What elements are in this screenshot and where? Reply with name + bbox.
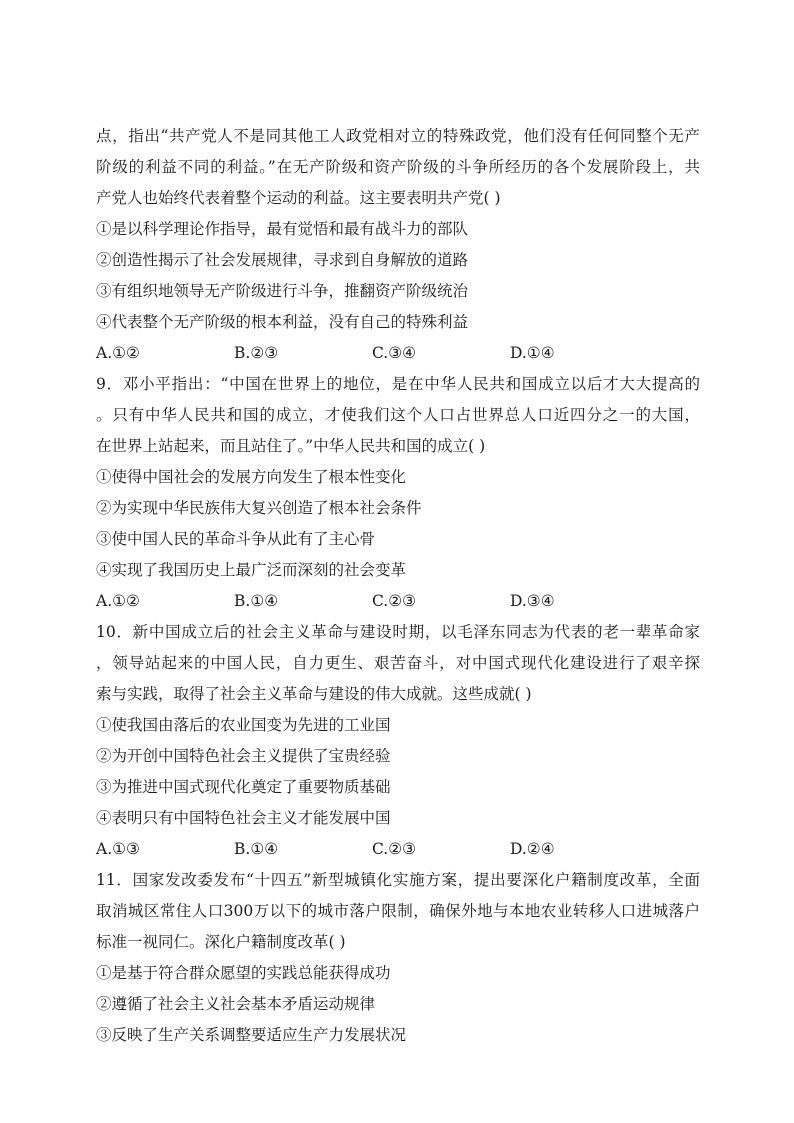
question-10 <box>96 617 700 865</box>
question-8 <box>96 121 700 369</box>
statement-item: ④实现了我国历史上最广泛而深刻的社会变革 <box>96 561 407 579</box>
option-b: B.①④ <box>234 840 279 858</box>
answer-options <box>96 586 700 617</box>
statement-item: ②遵循了社会主义社会基本矛盾运动规律 <box>96 995 376 1013</box>
answer-options <box>96 834 700 865</box>
statement-item: ①使得中国社会的发展方向发生了根本性变化 <box>96 468 407 486</box>
option-b: B.②③ <box>234 344 279 362</box>
option-c: C.③④ <box>372 344 417 362</box>
option-c: C.②③ <box>372 592 417 610</box>
question-stem-line: 。只有中华人民共和国的成立，才使我们这个人口占世界总人口近四分之一的大国， <box>96 406 700 424</box>
option-a: A.①② <box>96 592 140 610</box>
question-stem-line: 在世界上站起来，而且站住了。”中华人民共和国的成立( ) <box>96 437 486 455</box>
question-stem-line: 阶级的利益不同的利益。”在无产阶级和资产阶级的斗争所经历的各个发展阶段上，共 <box>96 158 700 176</box>
option-a: A.①③ <box>96 840 140 858</box>
statement-item: ③反映了生产关系调整要适应生产力发展状况 <box>96 1026 407 1044</box>
option-d: D.①④ <box>510 344 555 362</box>
statement-item: ④代表整个无产阶级的根本利益，没有自己的特殊利益 <box>96 313 469 331</box>
question-stem-line: 索与实践，取得了社会主义革命与建设的伟大成就。这些成就( ) <box>96 685 532 703</box>
question-stem-line: 取消城区常住人口300万以下的城市落户限制，确保外地与本地农业转移人口进城落户 <box>96 902 700 920</box>
question-stem-line: 10．新中国成立后的社会主义革命与建设时期，以毛泽东同志为代表的老一辈革命家 <box>96 623 700 641</box>
option-d: D.②④ <box>510 840 555 858</box>
question-stem-line: 9．邓小平指出：“中国在世界上的地位，是在中华人民共和国成立以后才大大提高的 <box>96 375 700 393</box>
question-11 <box>96 865 700 1051</box>
option-c: C.②③ <box>372 840 417 858</box>
statement-item: ③为推进中国式现代化奠定了重要物质基础 <box>96 778 391 796</box>
statement-item: ④表明只有中国特色社会主义才能发展中国 <box>96 809 391 827</box>
statement-item: ②为开创中国特色社会主义提供了宝贵经验 <box>96 747 391 765</box>
question-9 <box>96 369 700 617</box>
exam-page <box>96 121 700 1051</box>
statement-item: ②为实现中华民族伟大复兴创造了根本社会条件 <box>96 499 422 517</box>
option-d: D.③④ <box>510 592 555 610</box>
statement-item: ③使中国人民的革命斗争从此有了主心骨 <box>96 530 376 548</box>
question-stem-line: 产党人也始终代表着整个运动的利益。这主要表明共产党( ) <box>96 189 501 207</box>
statement-item: ①使我国由落后的农业国变为先进的工业国 <box>96 716 391 734</box>
statement-item: ①是以科学理论作指导，最有觉悟和最有战斗力的部队 <box>96 220 469 238</box>
statement-item: ③有组织地领导无产阶级进行斗争，推翻资产阶级统治 <box>96 282 469 300</box>
question-stem-line: 11．国家发改委发布“十四五”新型城镇化实施方案，提出要深化户籍制度改革，全面 <box>96 871 700 889</box>
question-stem-line: ，领导站起来的中国人民，自力更生、艰苦奋斗，对中国式现代化建设进行了艰辛探 <box>96 654 700 672</box>
option-a: A.①② <box>96 344 140 362</box>
statement-item: ①是基于符合群众愿望的实践总能获得成功 <box>96 964 391 982</box>
statement-item: ②创造性揭示了社会发展规律，寻求到自身解放的道路 <box>96 251 469 269</box>
option-b: B.①④ <box>234 592 279 610</box>
answer-options <box>96 338 700 369</box>
question-stem-line: 标准一视同仁。深化户籍制度改革( ) <box>96 933 346 951</box>
question-stem-line: 点，指出“共产党人不是同其他工人政党相对立的特殊政党，他们没有任何同整个无产 <box>96 127 700 145</box>
